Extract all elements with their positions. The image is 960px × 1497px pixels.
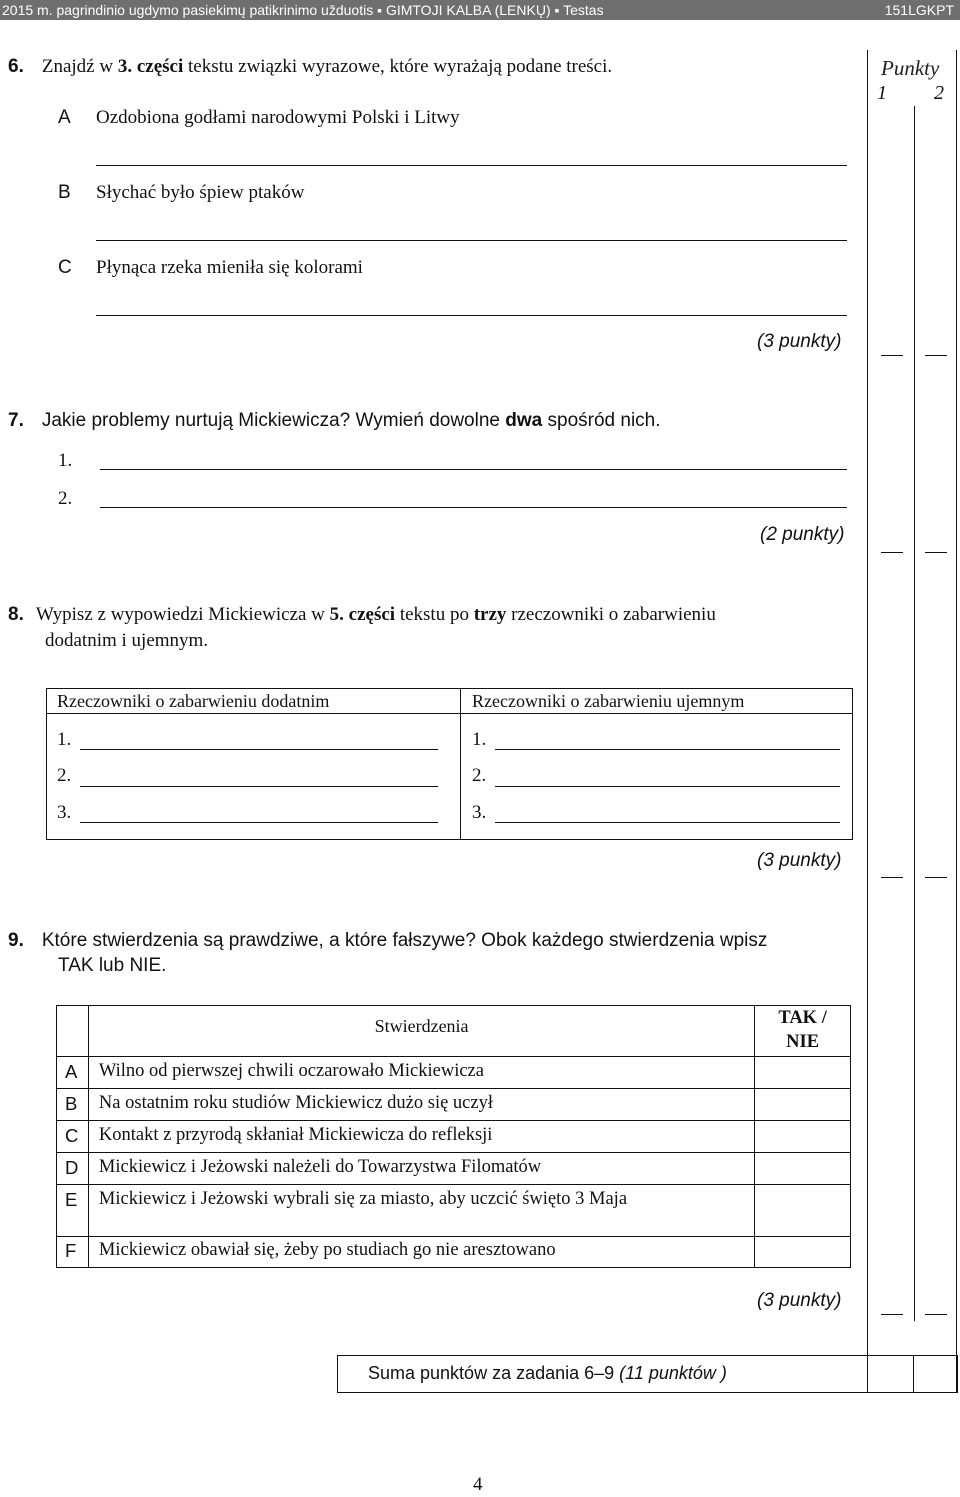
summary-text: Suma punktów za zadania 6–9 [368, 1363, 620, 1383]
q9-header-answer-line2: NIE [786, 1032, 820, 1052]
q8-positive-num: 2. [57, 765, 72, 786]
q9-text-line1: Które stwierdzenia są prawdziwe, a które fałszywe? Obok każdego stwierdzenia wpisz [41, 930, 768, 951]
q7-score-box-2[interactable] [925, 552, 947, 553]
q9-header-letter-cell [57, 1006, 89, 1057]
q8-positive-line-1[interactable] [80, 749, 438, 750]
q9-row-statement: Mickiewicz i Jeżowski wybrali się za miasto, aby uczcić święto 3 Maja [88, 1185, 754, 1237]
summary-score-cell-1[interactable] [868, 1356, 913, 1392]
summary-box [337, 1355, 958, 1393]
table-row [57, 1237, 851, 1268]
q9-row-answer-cell[interactable] [755, 1153, 851, 1185]
header-code: 151LGKPT [884, 2, 954, 18]
q6-score-box-2[interactable] [925, 355, 947, 356]
q9-row-answer-cell[interactable] [755, 1089, 851, 1121]
q6-score-box-1[interactable] [881, 355, 903, 356]
q9-row-letter: F [57, 1237, 89, 1268]
q6-item-text: Płynąca rzeka mieniła się kolorami [96, 257, 363, 278]
summary-label [368, 1363, 727, 1384]
q7-answer-line-2[interactable] [100, 507, 847, 508]
q7-points: (2 punkty) [760, 524, 845, 545]
q8-score-box-2[interactable] [925, 877, 947, 878]
q8-negative-line-3[interactable] [495, 822, 840, 823]
table-row [57, 1185, 851, 1237]
q9-header-statements: Stwierdzenia [88, 1006, 754, 1057]
q9-row-statement: Wilno od pierwszej chwili oczarowało Mickiewicza [88, 1057, 754, 1089]
q8-points: (3 punkty) [757, 850, 842, 871]
points-column-1: 1 [877, 82, 887, 104]
q6-item-text: Słychać było śpiew ptaków [96, 182, 305, 203]
q8-text-emph: 5. części [329, 604, 396, 625]
q9-score-box-1[interactable] [881, 1314, 903, 1315]
q9-score-box-2[interactable] [925, 1314, 947, 1315]
table-row [57, 1089, 851, 1121]
q8-negative-num: 2. [472, 765, 487, 786]
q9-row-statement: Mickiewicz i Jeżowski należeli do Towarzystwa Filomatów [88, 1153, 754, 1185]
summary-points: (11 punktów ) [619, 1363, 727, 1383]
q6-item-letter: C [58, 257, 72, 278]
q8-text-part: Wypisz z wypowiedzi Mickiewicza w [35, 604, 330, 625]
q9-row-letter: C [57, 1121, 89, 1153]
q9-points: (3 punkty) [757, 1290, 842, 1311]
q9-prompt [8, 930, 767, 952]
summary-score-cell-2[interactable] [914, 1356, 957, 1392]
q6-points: (3 punkty) [757, 331, 842, 352]
q8-prompt [8, 604, 716, 626]
q9-row-answer-cell[interactable] [755, 1057, 851, 1089]
q7-line-number: 2. [58, 488, 73, 509]
q8-positive-line-2[interactable] [80, 786, 438, 787]
q9-row-statement: Mickiewicz obawiał się, żeby po studiach go nie aresztowano [88, 1237, 754, 1268]
q9-row-statement: Kontakt z przyrodą skłaniał Mickiewicza do refleksji [88, 1121, 754, 1153]
q9-row-statement: Na ostatnim roku studiów Mickiewicz dużo się uczył [88, 1089, 754, 1121]
q8-col-negative-header: Rzeczowniki o zabarwieniu ujemnym [472, 691, 745, 711]
q6-text-part: tekstu związki wyrazowe, które wyrażają podane treści. [183, 56, 613, 77]
q6-prompt [8, 56, 612, 78]
table-row [57, 1057, 851, 1089]
page-number: 4 [473, 1474, 483, 1495]
q8-text-emph: trzy [473, 604, 507, 625]
q8-negative-num: 1. [472, 729, 487, 750]
q6-answer-line-b[interactable] [96, 240, 847, 241]
q9-row-answer-cell[interactable] [755, 1185, 851, 1237]
points-column-title: Punkty [881, 56, 940, 80]
q8-prompt-line2: dodatnim i ujemnym. [45, 630, 209, 651]
q6-text-part: Znajdź w [41, 56, 118, 77]
q7-text-part: spośród nich. [542, 410, 661, 431]
header-title: 2015 m. pagrindinio ugdymo pasiekimų patikrinimo užduotis ▪ GIMTOJI KALBA (LENKŲ) ▪ Testas [2, 2, 604, 18]
q7-line-number: 1. [58, 450, 73, 471]
q9-row-letter: A [57, 1057, 89, 1089]
q8-score-box-1[interactable] [881, 877, 903, 878]
q7-score-box-1[interactable] [881, 552, 903, 553]
q9-header-answer [755, 1006, 851, 1057]
q8-table-divider [460, 689, 461, 839]
q9-row-answer-cell[interactable] [755, 1121, 851, 1153]
q7-text-emph: dwa [505, 410, 543, 431]
q9-row-answer-cell[interactable] [755, 1237, 851, 1268]
q8-negative-num: 3. [472, 802, 487, 823]
q6-text-emph: 3. części [117, 56, 184, 77]
q8-negative-line-1[interactable] [495, 749, 840, 750]
q8-table-header-rule [47, 713, 852, 714]
q8-positive-line-3[interactable] [80, 822, 438, 823]
page-header-bar [0, 0, 960, 20]
q9-row-letter: D [57, 1153, 89, 1185]
q7-prompt [8, 410, 661, 432]
points-column-2: 2 [934, 82, 944, 104]
points-column-left-border [867, 50, 868, 1380]
q9-row-letter: E [57, 1185, 89, 1237]
q8-text-part: rzeczowniki o zabarwieniu [506, 604, 716, 625]
points-column-right-border [956, 50, 957, 1392]
table-row [57, 1153, 851, 1185]
q8-positive-num: 3. [57, 802, 72, 823]
q6-item-letter: A [58, 107, 71, 128]
q8-negative-line-2[interactable] [495, 786, 840, 787]
q6-item-letter: B [58, 182, 71, 203]
q7-text-part: Jakie problemy nurtują Mickiewicza? Wymień dowolne [41, 410, 506, 431]
table-row [57, 1121, 851, 1153]
q9-row-letter: B [57, 1089, 89, 1121]
q8-answer-table [46, 688, 853, 840]
q9-text-line2: TAK lub NIE. [58, 955, 167, 976]
q9-statements-table [56, 1005, 851, 1268]
q6-answer-line-a[interactable] [96, 165, 847, 166]
q7-number: 7. [8, 410, 24, 431]
q6-item-text: Ozdobiona godłami narodowymi Polski i Litwy [96, 107, 460, 128]
q7-answer-line-1[interactable] [100, 469, 847, 470]
q8-number: 8. [8, 604, 24, 625]
q9-header-answer-line1: TAK / [778, 1008, 827, 1028]
q6-number: 6. [8, 56, 24, 77]
q6-answer-line-c[interactable] [96, 315, 847, 316]
points-column-divider [914, 106, 915, 1321]
q8-col-positive-header: Rzeczowniki o zabarwieniu dodatnim [57, 691, 330, 711]
q8-text-part: tekstu po [395, 604, 474, 625]
q9-number: 9. [8, 930, 24, 951]
q8-positive-num: 1. [57, 729, 72, 750]
